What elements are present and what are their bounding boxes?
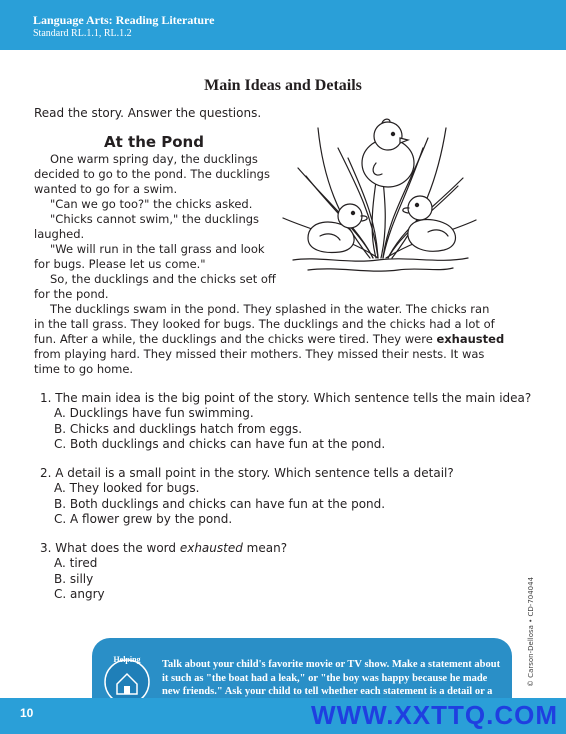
story-line: from playing hard. They missed their mothers. They missed their nests. It was <box>34 347 485 361</box>
story-title: At the Pond <box>104 133 204 151</box>
question-prompt: 1. The main idea is the big point of the story. Which sentence tells the main idea? <box>40 391 532 405</box>
page-number: 10 <box>20 706 34 720</box>
answer-option[interactable]: B. Chicks and ducklings hatch from eggs. <box>54 421 303 436</box>
watermark: WWW.XXTTQ.COM <box>311 700 558 730</box>
story-line: for bugs. Please let us come." <box>34 257 206 271</box>
answer-option[interactable]: C. angry <box>54 586 105 601</box>
story-line: for the pond. <box>34 287 109 301</box>
question-2 <box>40 466 454 527</box>
question-1 <box>40 391 531 452</box>
answer-option[interactable]: C. Both ducklings and chicks can have fun at the pond. <box>54 436 386 451</box>
ducklings-chick-illustration <box>278 108 478 288</box>
question-3 <box>40 541 287 602</box>
story-line: time to go home. <box>34 362 134 376</box>
story-line: So, the ducklings and the chicks set off <box>50 272 276 286</box>
story-line: One warm spring day, the ducklings <box>50 152 258 166</box>
answer-option[interactable]: A. They looked for bugs. <box>54 481 200 496</box>
question-prompt-post: mean? <box>242 541 288 555</box>
helping-text: Talk about your child's favorite movie or TV show. Make a statement about it such as "the boat had a leak," or "the boy was happy because he made new friends." Ask your child to tell whether each statement is a detail or a <box>162 659 501 697</box>
instructions: Read the story. Answer the questions. <box>34 106 262 120</box>
question-prompt: 2. A detail is a small point in the story. Which sentence tells a detail? <box>40 466 454 480</box>
answer-option[interactable]: C. A flower grew by the pond. <box>54 511 233 526</box>
story-line <box>34 332 504 347</box>
answer-option[interactable]: B. silly <box>54 571 94 586</box>
copyright-credit <box>516 576 536 690</box>
story-line-text: fun. After a while, the ducklings and the chicks were tired. They were <box>34 332 433 346</box>
page-title: Main Ideas and Details <box>204 77 362 94</box>
answer-option[interactable]: A. Ducklings have fun swimming. <box>54 406 254 421</box>
question-prompt-pre: 3. What does the word <box>40 541 180 555</box>
story-line: decided to go to the pond. The ducklings <box>34 167 270 181</box>
story-line: "Chicks cannot swim," the ducklings <box>50 212 260 226</box>
vocab-word: exhausted <box>436 332 505 346</box>
standard-label: Standard RL.1.1, RL.1.2 <box>33 28 132 39</box>
story-line: in the tall grass. They looked for bugs. The ducklings and the chicks had a lot of <box>34 317 495 331</box>
story-line: laughed. <box>34 227 85 241</box>
story-line: The ducklings swam in the pond. They splashed in the water. The chicks ran <box>50 302 490 316</box>
copyright-text: © Carson-Dellosa • CD-704044 <box>527 576 536 688</box>
story-line: "We will run in the tall grass and look <box>50 242 265 256</box>
answer-option[interactable]: A. tired <box>54 556 98 571</box>
story-line: wanted to go for a swim. <box>34 182 178 196</box>
story-line: "Can we go too?" the chicks asked. <box>50 197 253 211</box>
page-header <box>0 0 566 50</box>
question-prompt <box>40 541 287 556</box>
answer-option[interactable]: B. Both ducklings and chicks can have fun at the pond. <box>54 496 386 511</box>
question-prompt-word: exhausted <box>179 541 243 555</box>
logo-top-text: Helping <box>113 655 141 664</box>
subject-label: Language Arts: Reading Literature <box>33 13 215 27</box>
